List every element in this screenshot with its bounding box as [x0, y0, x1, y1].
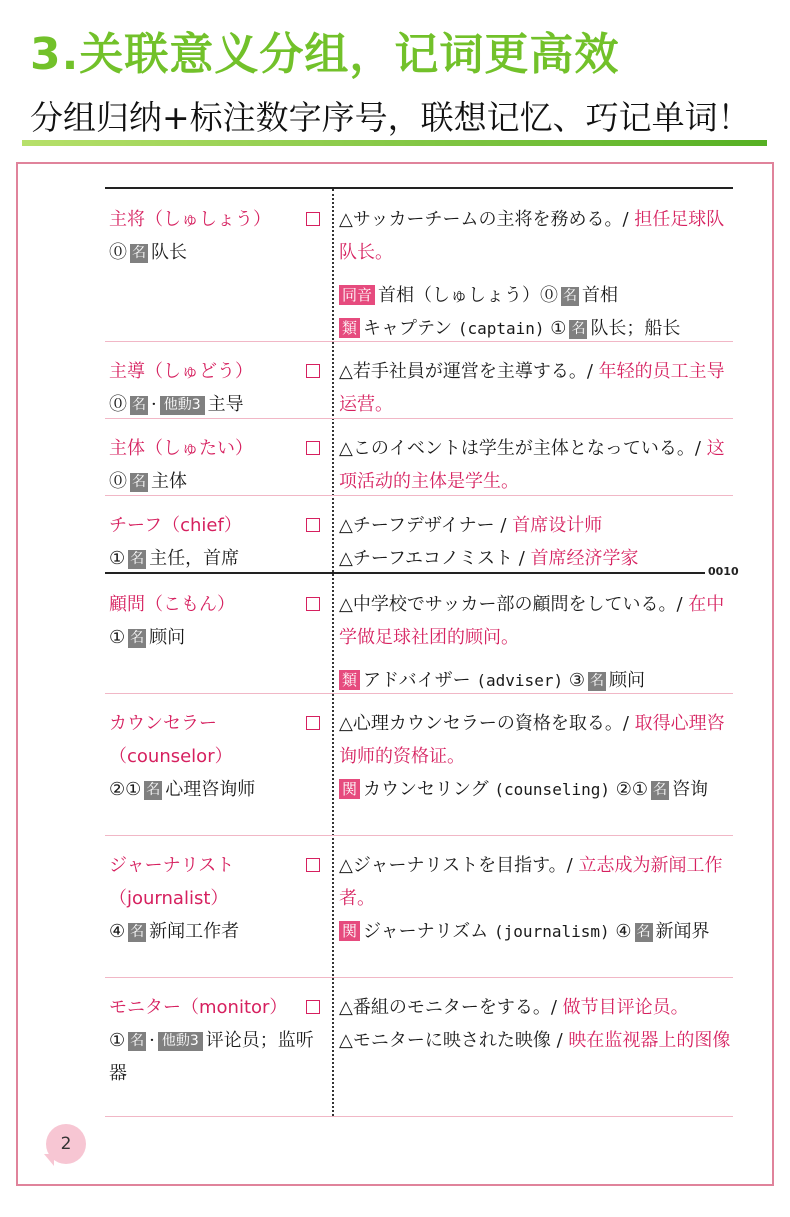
- example-sentence: △このイベントは学生が主体となっている。/ 这项活动的主体是学生。: [339, 438, 725, 492]
- entry-headword: 主将（しゅしょう）: [109, 209, 271, 230]
- example-sentence: △中学校でサッカー部の顧問をしている。/ 在中学做足球社团的顾问。: [339, 594, 725, 648]
- checkbox[interactable]: [306, 597, 320, 611]
- title-underline: [22, 140, 767, 146]
- relation-tag: 関: [339, 779, 360, 799]
- vocab-entry-shushou: 主将（しゅしょう） ⓪ 名 队长 △サッカーチームの主将を務める。/ 担任足球队队长。 同音 首相（しゅしょう）⓪ 名 首相 類 キャプテン (captain) ① 名 队长；船长: [105, 189, 733, 342]
- entry-meaning: 队长: [151, 242, 187, 263]
- example-sentence: △心理カウンセラーの資格を取る。/ 取得心理咨询师的资格证。: [339, 713, 725, 767]
- vocab-entry-komon: 顧問（こもん） ① 名 顾问 △中学校でサッカー部の顧問をしている。/ 在中学做足球社团的顾问。 類 アドバイザー (adviser) ③ 名 顾问: [105, 574, 733, 694]
- vocab-entry-chief: チーフ（chief） ① 名 主任，首席 △チーフデザイナー / 首席设计师 △チーフエコノミスト / 首席经济学家: [105, 495, 733, 572]
- vocab-entry-shudou: 主導（しゅどう） ⓪ 名 · 他動3 主导 △若手社員が運営を主導する。/ 年轻的员工主导运营。: [105, 341, 733, 419]
- related-word: 関 カウンセリング (counseling) ②① 名 咨询: [339, 773, 734, 806]
- checkbox[interactable]: [306, 212, 320, 226]
- relation-tag: 類: [339, 318, 360, 338]
- vocab-entry-journalist: ジャーナリスト （journalist） ④ 名 新闻工作者 △ジャーナリストを目指す。/ 立志成为新闻工作者。 関 ジャーナリズム (journalism) ④ 名 新闻界: [105, 835, 733, 978]
- example-sentence: △若手社員が運営を主導する。/ 年轻的员工主导运营。: [339, 361, 725, 415]
- checkbox[interactable]: [306, 858, 320, 872]
- example-sentence: △ジャーナリストを目指す。/ 立志成为新闻工作者。: [339, 855, 723, 909]
- checkbox[interactable]: [306, 716, 320, 730]
- example-sentence: △モニターに映された映像 / 映在监视器上的图像: [339, 1030, 731, 1051]
- entry-headword: カウンセラー: [109, 713, 217, 734]
- relation-tag: 類: [339, 670, 360, 690]
- related-word: 類 アドバイザー (adviser) ③ 名 顾问: [339, 664, 734, 697]
- entry-headword: 主体（しゅたい）: [109, 438, 253, 459]
- related-word: 類 キャプテン (captain) ① 名 队长；船长: [339, 312, 734, 345]
- checkbox[interactable]: [306, 441, 320, 455]
- example-sentence: △サッカーチームの主将を務める。/ 担任足球队队长。: [339, 209, 725, 263]
- example-sentence: △番組のモニターをする。/ 做节目评论员。: [339, 997, 689, 1018]
- example-phrase: △チーフエコノミスト / 首席经济学家: [339, 548, 639, 569]
- relation-tag: 関: [339, 921, 360, 941]
- page-subtitle: 分组归纳+标注数字序号，联想记忆、巧记单词！: [30, 98, 751, 137]
- page-number-badge: 2: [46, 1124, 86, 1164]
- pos-tag: 名: [132, 245, 146, 261]
- page-title: 3.关联意义分组，记词更高效: [30, 29, 620, 80]
- related-word: 関 ジャーナリズム (journalism) ④ 名 新闻界: [339, 915, 734, 948]
- relation-tag: 同音: [339, 285, 375, 305]
- page-code: 0010: [708, 565, 739, 578]
- checkbox[interactable]: [306, 518, 320, 532]
- vocab-entry-shutai: 主体（しゅたい） ⓪ 名 主体 △このイベントは学生が主体となっている。/ 这项活动的主体是学生。: [105, 418, 733, 496]
- entry-headword: 主導（しゅどう）: [109, 361, 253, 382]
- related-word: 同音 首相（しゅしょう）⓪ 名 首相: [339, 279, 734, 312]
- entry-headword: モニター（monitor）: [109, 997, 288, 1018]
- entry-headword: チーフ（chief）: [109, 515, 242, 536]
- vocab-entry-monitor: モニター（monitor） ① 名 · 他動3 评论员；监听器 △番組のモニターをする。/ 做节目评论员。 △モニターに映された映像 / 映在监视器上的图像: [105, 977, 733, 1117]
- checkbox[interactable]: [306, 364, 320, 378]
- example-phrase: △チーフデザイナー / 首席设计师: [339, 515, 603, 536]
- entry-headword: 顧問（こもん）: [109, 594, 235, 615]
- entry-headword: ジャーナリスト: [109, 855, 235, 876]
- vocab-entry-counselor: カウンセラー （counselor） ②① 名 心理咨询师 △心理カウンセラーの資格を取る。/ 取得心理咨询师的资格证。 関 カウンセリング (counseling) ②① 名 咨询: [105, 693, 733, 836]
- checkbox[interactable]: [306, 1000, 320, 1014]
